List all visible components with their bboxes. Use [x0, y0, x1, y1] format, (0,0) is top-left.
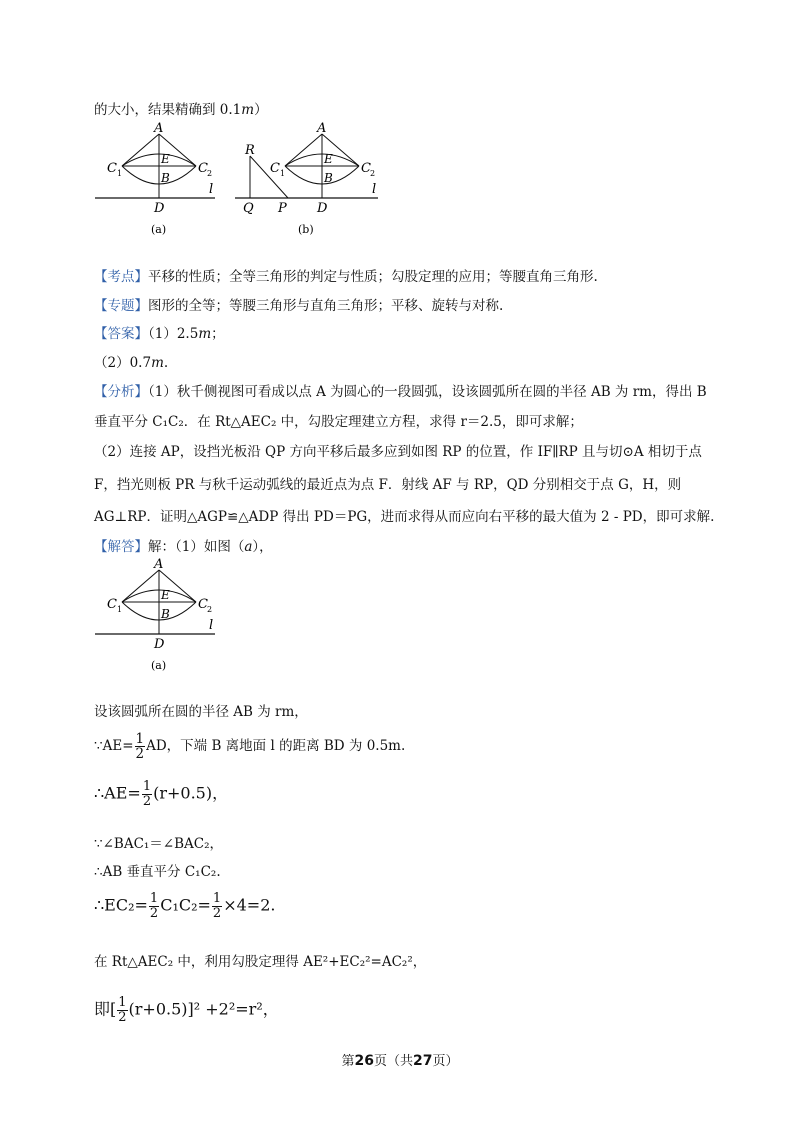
analysis-line-3	[94, 440, 702, 460]
zhuanti-tag: 【专题】	[94, 298, 148, 314]
analysis-text-4: F，挡光则板 PR 与秋千运动弧线的最近点为点 F．射线 AF 与 RP，QD 分别相交于点 G，H，则	[94, 477, 682, 493]
analysis-text-1: （1）秋千侧视图可看成以点 A 为圆心的一段圆弧，设该圆弧所在圆的半径 AB 为 rm，得出 B	[148, 384, 707, 400]
analysis-line-1	[94, 380, 707, 400]
step-4-text: ∵∠BAC₁＝∠BAC₂，	[94, 836, 224, 852]
step-2	[94, 732, 405, 761]
step-2-rhs: AD，下端 B 离地面 l 的距离 BD 为 0.5m.	[146, 738, 406, 755]
answer-end2: .	[163, 355, 169, 371]
label-q: Q	[243, 201, 254, 216]
label-r: R	[245, 143, 255, 158]
frac-num: 1	[149, 891, 159, 906]
step-6-lhs: ∴EC₂=	[94, 895, 148, 915]
zhuanti-line	[94, 294, 503, 314]
label-d: D	[317, 201, 328, 216]
frac-num: 1	[212, 891, 222, 906]
frac-den: 2	[135, 746, 145, 763]
step-1-text: 设该圆弧所在圆的半径 AB 为 rm，	[94, 704, 308, 720]
label-d: D	[154, 201, 165, 216]
analysis-text-5: AG⊥RP．证明△AGP≌△ADP 得出 PD＝PG，进而求得从而应向右平移的最大值为 2 - PD，即可求解.	[94, 509, 715, 525]
solution-fig: a	[244, 539, 253, 555]
step-7	[94, 950, 426, 970]
page-number: 26	[354, 1053, 374, 1069]
frac-den: 2	[149, 905, 159, 921]
figure-a	[90, 120, 225, 240]
label-d: D	[154, 637, 165, 652]
answer-part2: （2）0.7	[94, 355, 152, 371]
answer-tag: 【答案】	[94, 326, 148, 342]
step-3-rhs: (r+0.5)，	[153, 783, 229, 803]
page-footer	[0, 1050, 800, 1069]
step-5-text: ∴AB 垂直平分 C₁C₂.	[94, 864, 221, 880]
label-c1: C	[270, 161, 280, 176]
label-c1-sub: 1	[280, 169, 286, 178]
kaodian-text: 平移的性质；全等三角形的判定与性质；勾股定理的应用；等腰直角三角形.	[148, 269, 598, 285]
solution-end: ），	[252, 539, 273, 555]
frac-den: 2	[212, 905, 222, 921]
figure-b	[230, 120, 390, 240]
solution-line	[94, 535, 273, 555]
page-total: 27	[413, 1053, 433, 1069]
kaodian-line	[94, 265, 598, 285]
step-3	[94, 780, 228, 808]
label-e: E	[161, 152, 170, 166]
zhuanti-text: 图形的全等；等腰三角形与直角三角形；平移、旋转与对称.	[148, 298, 504, 314]
frac-den: 2	[142, 793, 152, 809]
answer-part1: （1）2.5	[148, 326, 199, 342]
label-a: A	[317, 121, 327, 136]
intro-text: 的大小，结果精确到 0.1	[94, 102, 242, 118]
label-a: A	[154, 121, 164, 136]
analysis-tag: 【分析】	[94, 384, 148, 400]
step-1	[94, 700, 308, 720]
label-b: B	[161, 171, 170, 185]
label-c2: C	[198, 161, 208, 176]
label-l: l	[372, 182, 377, 197]
label-e: E	[161, 588, 170, 602]
label-l: l	[209, 618, 214, 633]
answer-unit1: m	[198, 326, 212, 342]
label-b: B	[161, 607, 170, 621]
footer-pre: 第	[341, 1054, 355, 1069]
label-p: P	[278, 201, 287, 216]
step-6	[94, 892, 275, 920]
answer-line-1	[94, 322, 225, 342]
label-c2-sub: 2	[207, 605, 213, 614]
step-2-lhs: ∵AE=	[94, 738, 134, 755]
step-4	[94, 832, 223, 852]
intro-line	[94, 98, 268, 118]
intro-unit: m	[241, 102, 255, 118]
step-8-lhs: 即[	[94, 999, 117, 1019]
analysis-line-2	[94, 410, 583, 430]
intro-close: ）	[254, 102, 268, 118]
footer-mid: 页（共	[373, 1054, 413, 1069]
label-c2: C	[198, 597, 208, 612]
label-b: B	[324, 171, 333, 185]
caption-b: (b)	[298, 223, 314, 236]
label-c2-sub: 2	[370, 169, 376, 178]
step-5	[94, 860, 221, 880]
frac-num: 1	[142, 779, 152, 794]
label-a: A	[154, 557, 164, 572]
step-8-rhs: (r+0.5)]² +2²=r²，	[128, 999, 279, 1019]
label-c1: C	[107, 597, 117, 612]
step-3-lhs: ∴AE=	[94, 783, 141, 803]
analysis-line-4	[94, 473, 681, 493]
label-c1: C	[107, 161, 117, 176]
caption-a: (a)	[151, 223, 167, 236]
solution-text: 解：（1）如图（	[148, 539, 245, 555]
figure-a-solution	[90, 556, 225, 676]
step-6-mid: C₁C₂=	[160, 895, 211, 915]
analysis-line-5	[94, 505, 714, 525]
solution-tag: 【解答】	[94, 539, 148, 555]
caption-a: (a)	[151, 659, 167, 672]
analysis-text-3: （2）连接 AP，设挡光板沿 QP 方向平移后最多应到如图 RP 的位置，作 IF∥RP 且与切⊙A 相切于点	[94, 444, 702, 460]
footer-post: 页）	[432, 1054, 459, 1069]
label-l: l	[209, 182, 214, 197]
kaodian-tag: 【考点】	[94, 269, 148, 285]
answer-line-2	[94, 351, 168, 371]
label-c2-sub: 2	[207, 169, 213, 178]
frac-num: 1	[118, 995, 127, 1010]
step-7-text: 在 Rt△AEC₂ 中，利用勾股定理得 AE²+EC₂²=AC₂²，	[94, 954, 427, 970]
step-8	[94, 996, 279, 1024]
label-c2: C	[361, 161, 371, 176]
label-c1-sub: 1	[117, 605, 123, 614]
step-6-rhs: ×4=2.	[223, 895, 276, 915]
label-c1-sub: 1	[117, 169, 123, 178]
answer-unit2: m	[151, 355, 164, 371]
analysis-text-2: 垂直平分 C₁C₂．在 Rt△AEC₂ 中，勾股定理建立方程，求得 r＝2.5，即可求解；	[94, 414, 583, 430]
frac-den: 2	[118, 1009, 127, 1025]
frac-num: 1	[135, 731, 145, 747]
label-e: E	[324, 152, 333, 166]
answer-end1: ；	[211, 326, 225, 342]
